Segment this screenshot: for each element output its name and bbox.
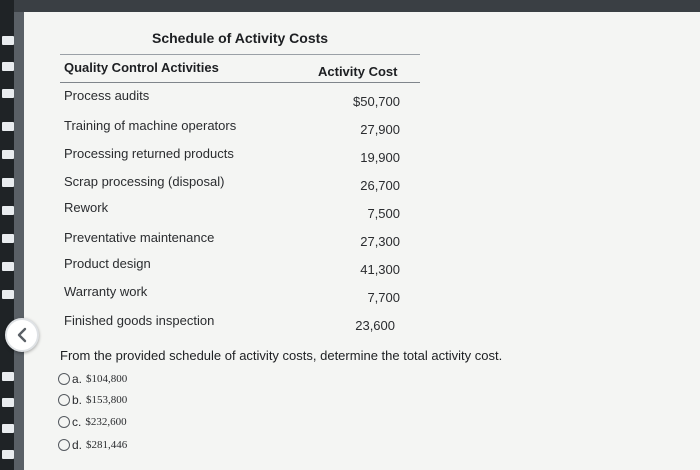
option-value: $281,446 bbox=[86, 439, 128, 451]
radio-button[interactable] bbox=[58, 373, 70, 385]
bezel-mark bbox=[2, 372, 14, 381]
bezel-mark bbox=[2, 89, 14, 98]
cost-cell: $50,700 bbox=[353, 94, 400, 109]
bezel-mark bbox=[2, 36, 14, 45]
top-bar bbox=[14, 0, 700, 12]
bezel-mark bbox=[2, 234, 14, 243]
answer-option-d[interactable] bbox=[58, 436, 127, 454]
option-letter: d. bbox=[72, 438, 83, 452]
cost-cell: 19,900 bbox=[360, 150, 400, 165]
bezel-mark bbox=[2, 290, 14, 299]
left-bezel bbox=[0, 0, 14, 470]
bezel-mark bbox=[2, 62, 14, 71]
activity-cell: Process audits bbox=[64, 88, 150, 103]
answer-option-b[interactable] bbox=[58, 391, 127, 409]
radio-button[interactable] bbox=[58, 416, 70, 428]
option-letter: c. bbox=[72, 415, 82, 429]
bezel-mark bbox=[2, 150, 14, 159]
activity-cell: Finished goods inspection bbox=[64, 313, 215, 328]
activity-cell: Warranty work bbox=[64, 284, 148, 299]
cost-cell: 23,600 bbox=[355, 318, 395, 333]
column-header-activity: Quality Control Activities bbox=[64, 60, 219, 75]
radio-button[interactable] bbox=[58, 439, 70, 451]
question-text: From the provided schedule of activity costs, determine the total activity cost. bbox=[60, 348, 503, 363]
bezel-mark bbox=[2, 262, 14, 271]
cost-cell: 27,900 bbox=[360, 122, 400, 137]
option-value: $153,800 bbox=[86, 394, 128, 406]
bezel-mark bbox=[2, 398, 14, 407]
option-letter: a. bbox=[72, 372, 83, 386]
page-edge bbox=[14, 12, 24, 470]
activity-cell: Scrap processing (disposal) bbox=[64, 174, 225, 189]
activity-cell: Training of machine operators bbox=[64, 118, 237, 133]
cost-cell: 41,300 bbox=[360, 262, 400, 277]
activity-cell: Product design bbox=[64, 256, 151, 271]
activity-cell: Rework bbox=[64, 200, 109, 215]
option-letter: b. bbox=[72, 393, 83, 407]
chevron-left-icon bbox=[15, 327, 29, 343]
answer-option-c[interactable] bbox=[58, 413, 127, 431]
answer-option-a[interactable] bbox=[58, 370, 127, 388]
header-rule bbox=[60, 82, 420, 83]
bezel-mark bbox=[2, 450, 14, 459]
schedule-title: Schedule of Activity Costs bbox=[152, 30, 329, 46]
activity-cell: Preventative maintenance bbox=[64, 230, 215, 245]
cost-cell: 7,500 bbox=[367, 206, 400, 221]
bezel-mark bbox=[2, 424, 14, 433]
radio-button[interactable] bbox=[58, 394, 70, 406]
cost-cell: 27,300 bbox=[360, 234, 400, 249]
title-rule bbox=[60, 54, 420, 55]
bezel-mark bbox=[2, 206, 14, 215]
cost-cell: 26,700 bbox=[360, 178, 400, 193]
option-value: $104,800 bbox=[86, 373, 128, 385]
previous-button[interactable] bbox=[5, 318, 39, 352]
bezel-mark bbox=[2, 122, 14, 131]
cost-cell: 7,700 bbox=[367, 290, 400, 305]
bezel-mark bbox=[2, 178, 14, 187]
column-header-cost: Activity Cost bbox=[318, 64, 398, 79]
option-value: $232,600 bbox=[85, 416, 127, 428]
activity-cell: Processing returned products bbox=[64, 146, 234, 161]
